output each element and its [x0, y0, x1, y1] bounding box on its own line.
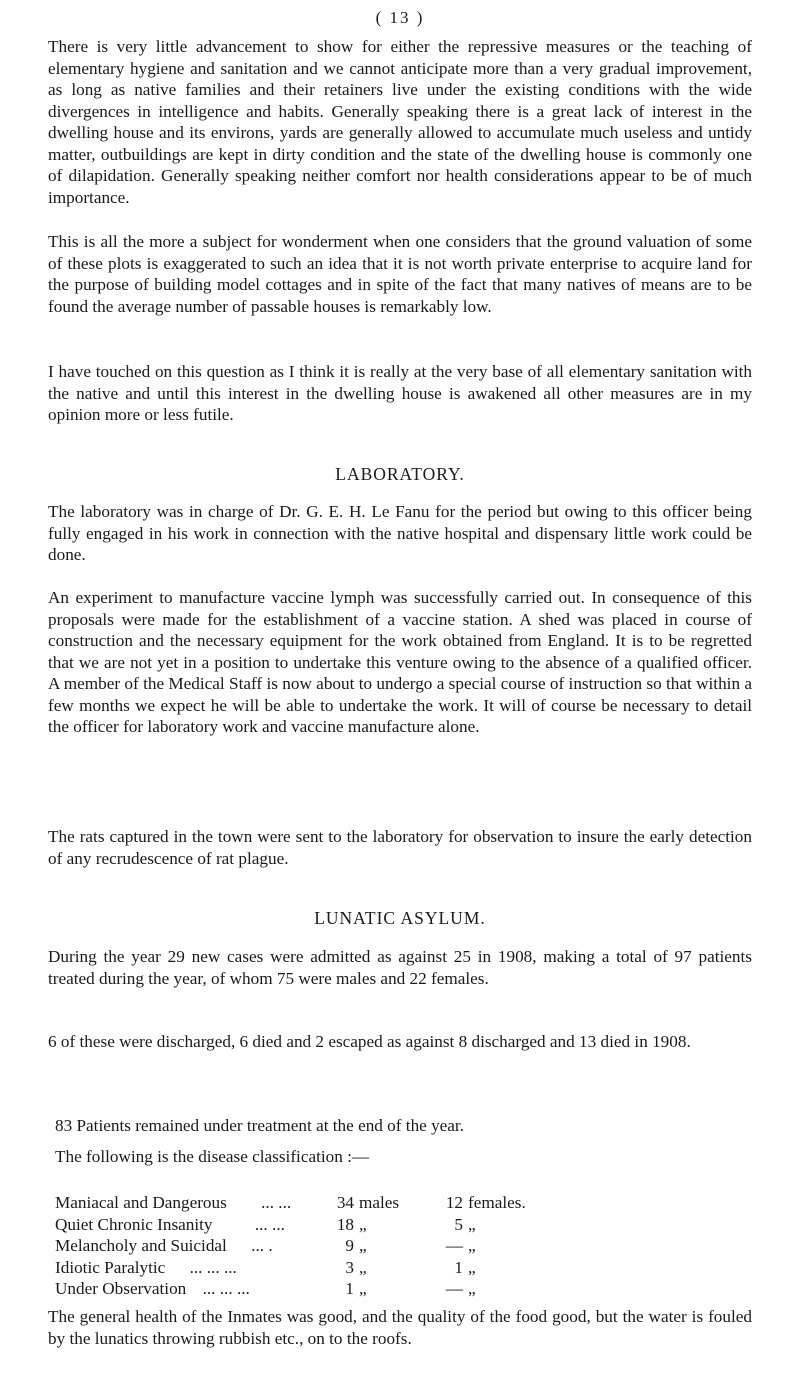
leader-dots: ... ... ...	[189, 1257, 237, 1277]
row-label: Melancholy and Suicidal	[55, 1236, 227, 1255]
males-count: 9	[345, 1236, 354, 1255]
paragraph-remaining-patients: 83 Patients remained under treatment at the end of the year.	[55, 1116, 465, 1135]
females-count: 5	[454, 1214, 463, 1234]
paragraph-laboratory-charge: The laboratory was in charge of Dr. G. E. H. Le Fanu for the period but owing to this officer being fully engaged in his work in connection with the native hospital and dispensary little work could be done.	[48, 502, 752, 564]
males-unit: males	[359, 1193, 400, 1212]
females-unit: „	[468, 1279, 476, 1298]
paragraph-sanitation-conditions: There is very little advancement to show for either the repressive measures or the teaching of elementary hygiene and sanitation and we cannot anticipate more than a very gradual improvement, as long as native families and their retainers live under the existing conditions with the wide divergences in intelligence and habits. Generally speaking there is a great lack of interest in the dwelling house and its environs, yards are generally allowed to accumulate much useless and untidy matter, outbuildings are kept in dirty condition and the state of the dwelling house is commonly one of dilapidation. Generally speaking neither comfort nor health considerations appear to be of much importance.	[48, 37, 752, 207]
table-row	[55, 1192, 538, 1214]
classification-intro: The following is the disease classification :—	[55, 1147, 370, 1166]
paragraph-dwelling-interest: I have touched on this question as I think it is really at the very base of all elementary sanitation with the native and until this interest in the dwelling house is awakened all other measures are in my opinion more or less futile.	[48, 362, 752, 424]
row-label: Maniacal and Dangerous	[55, 1193, 227, 1212]
females-unit: females.	[468, 1193, 526, 1212]
leader-dots: ... ... ...	[202, 1279, 250, 1298]
males-count: 3	[345, 1257, 354, 1277]
males-count: 1	[345, 1279, 354, 1298]
males-count: 18	[336, 1214, 354, 1234]
females-unit: „	[468, 1257, 476, 1277]
lunatic-asylum-heading: LUNATIC ASYLUM.	[314, 908, 486, 928]
page-number: ( 13 )	[375, 8, 425, 27]
paragraph-ground-valuation: This is all the more a subject for wonderment when one considers that the ground valuation of some of these plots is exaggerated to such an idea that it is not worth private enterprise to acquire land for the purpose of building model cottages and in spite of the fact that many natives of means are to be found the average number of passable houses is remarkably low.	[48, 232, 752, 316]
females-count: 12	[445, 1193, 463, 1212]
females-count: —	[445, 1279, 463, 1298]
leader-dots: ... ...	[261, 1193, 292, 1212]
females-count: —	[445, 1236, 463, 1255]
males-unit: „	[359, 1236, 367, 1255]
males-unit: „	[359, 1279, 367, 1298]
row-label: Idiotic Paralytic	[55, 1257, 166, 1277]
males-count: 34	[336, 1193, 354, 1212]
females-count: 1	[454, 1257, 463, 1277]
females-unit: „	[468, 1236, 476, 1255]
paragraph-general-health: The general health of the Inmates was good, and the quality of the food good, but the water is fouled by the lunatics throwing rubbish etc., on to the roofs.	[48, 1307, 752, 1348]
paragraph-rat-observation: The rats captured in the town were sent to the laboratory for observation to insure the early detection of any recrudescence of rat plague.	[48, 827, 752, 868]
row-label: Under Observation	[55, 1279, 187, 1298]
females-unit: „	[468, 1214, 476, 1234]
paragraph-admissions: During the year 29 new cases were admitted as against 25 in 1908, making a total of 97 patients treated during the year, of whom 75 were males and 22 females.	[48, 947, 752, 988]
paragraph-discharges: 6 of these were discharged, 6 died and 2 escaped as against 8 discharged and 13 died in 1908.	[48, 1032, 691, 1051]
males-unit: „	[359, 1214, 367, 1234]
laboratory-heading: LABORATORY.	[335, 464, 465, 484]
paragraph-vaccine-experiment: An experiment to manufacture vaccine lymph was successfully carried out. In consequence of this proposals were made for the establishment of a vaccine station. A shed was placed in course of construction and the necessary equipment for the work obtained from England. It is to be regretted that we are not yet in a position to undertake this venture owing to the absence of a qualified officer. A member of the Medical Staff is now about to undergo a special course of instruction so that within a few months we expect he will be able to undertake the work. It will of course be necessary to detail the officer for laboratory work and vaccine manufacture alone.	[48, 588, 752, 736]
leader-dots: ... ...	[254, 1214, 285, 1234]
males-unit: „	[359, 1257, 367, 1277]
table-row	[55, 1214, 538, 1236]
row-label: Quiet Chronic Insanity	[55, 1214, 213, 1234]
table-row	[55, 1278, 538, 1300]
disease-classification-table	[55, 1192, 538, 1300]
leader-dots: ... .	[251, 1236, 273, 1255]
table-row	[55, 1257, 538, 1279]
table-row	[55, 1235, 538, 1257]
